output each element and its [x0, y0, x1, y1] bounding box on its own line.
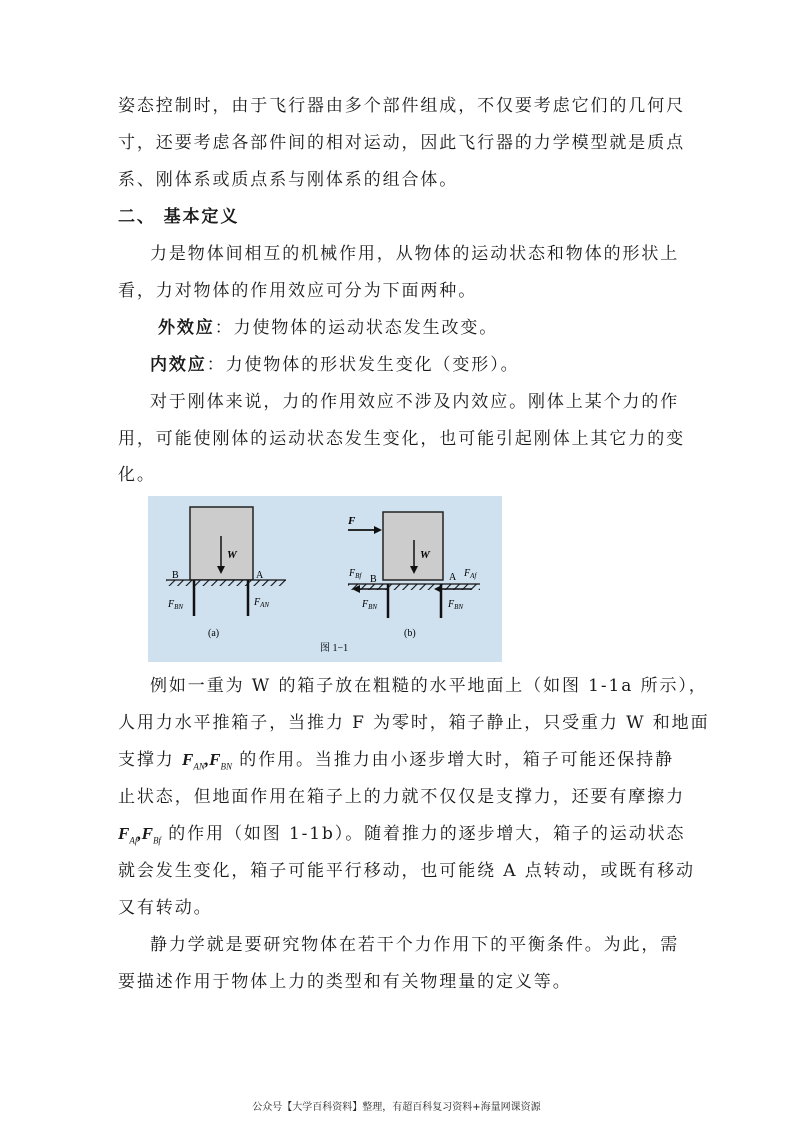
paragraph-line: 系、刚体系或质点系与刚体系的组合体。 [118, 170, 459, 190]
paragraph-line [118, 748, 678, 778]
paragraph-line: 用，可能使刚体的运动状态发生变化，也可能引起刚体上其它力的变 [118, 429, 685, 449]
label-fan-b: $F_{BN}$ [448, 599, 464, 611]
symbol-fbf: $F_{Bf}$ [141, 824, 161, 846]
point-b-b: B [370, 574, 377, 585]
symbol-faf: $F_{Af}$ [118, 824, 138, 846]
label-push-f: F [348, 515, 356, 527]
paragraph-line: 要描述作用于物体上力的类型和有关物理量的定义等。 [118, 972, 572, 992]
point-a-a: A [256, 570, 264, 581]
paragraph-line [118, 822, 686, 852]
paragraph-line: 力是物体间相互的机械作用，从物体的运动状态和物体的形状上 [150, 244, 680, 264]
figure-caption: 图 1−1 [320, 643, 349, 654]
symbol-fan: $F_{AN}$ [182, 750, 205, 772]
paragraph-line: 就会发生变化，箱子可能平行移动，也可能绕 A 点转动，或既有移动 [118, 861, 695, 881]
text-fragment: 支撑力 [118, 750, 183, 770]
definition-text: ：力使物体的运动状态发生改变。 [214, 318, 499, 338]
text-fragment: 的作用（如图 1-1b）。随着推力的逐步增大，箱子的运动状态 [160, 824, 686, 844]
definition-internal [150, 353, 678, 377]
label-fbf-b: $F_{Bf}$ [349, 568, 362, 580]
page-footer: 公众号【大学百科资料】整理，有超百科复习资料+海量网课资源 [252, 1102, 541, 1113]
definition-text: ：力使物体的形状发生变化（变形）。 [206, 355, 520, 375]
paragraph-line: 对于刚体来说，力的作用效应不涉及内效应。刚体上某个力的作 [150, 392, 680, 412]
text-fragment: 的作用。当推力由小逐步增大时，箱子可能还保持静 [231, 750, 674, 770]
symbol-separator: , [204, 750, 210, 769]
label-b: (b) [404, 628, 416, 639]
label-fbn-a: $F_{BN}$ [168, 599, 184, 611]
paragraph-line: 人用力水平推箱子，当推力 F 为零时，箱子静止，只受重力 W 和地面 [118, 713, 710, 733]
label-a: (a) [208, 628, 220, 639]
term-internal: 内效应 [150, 355, 207, 375]
point-a-b: A [449, 572, 457, 583]
label-w-b: W [420, 549, 430, 561]
paragraph-line: 又有转动。 [118, 898, 213, 918]
figure-svg [148, 496, 502, 662]
label-faf-b: $F_{Af}$ [464, 568, 477, 580]
symbol-separator: , [137, 824, 142, 843]
term-external: 外效应 [158, 318, 215, 338]
paragraph-line: 化。 [118, 465, 156, 485]
definition-external [158, 316, 686, 340]
label-w-a: W [227, 549, 237, 561]
paragraph-line: 姿态控制时，由于飞行器由多个部件组成，不仅要考虑它们的几何尺 [118, 96, 685, 116]
paragraph-line: 止状态，但地面作用在箱子上的力就不仅仅是支撑力，还要有摩擦力 [118, 787, 685, 807]
label-fan-a: $F_{AN}$ [254, 597, 270, 609]
paragraph-line: 看，力对物体的作用效应可分为下面两种。 [118, 281, 478, 301]
point-b-a: B [172, 570, 179, 581]
figure-1-1 [148, 496, 502, 662]
label-fbn-b: $F_{BN}$ [362, 599, 378, 611]
paragraph-line: 例如一重为 W 的箱子放在粗糙的水平地面上（如图 1-1a 所示）， [150, 676, 708, 696]
ground-a [166, 580, 286, 586]
paragraph-line: 寸，还要考虑各部件间的相对运动，因此飞行器的力学模型就是质点 [118, 133, 685, 153]
symbol-fbn: $F_{BN}$ [209, 750, 232, 772]
section-heading: 二、 基本定义 [118, 207, 240, 227]
paragraph-line: 静力学就是要研究物体在若干个力作用下的平衡条件。为此，需 [150, 935, 680, 955]
